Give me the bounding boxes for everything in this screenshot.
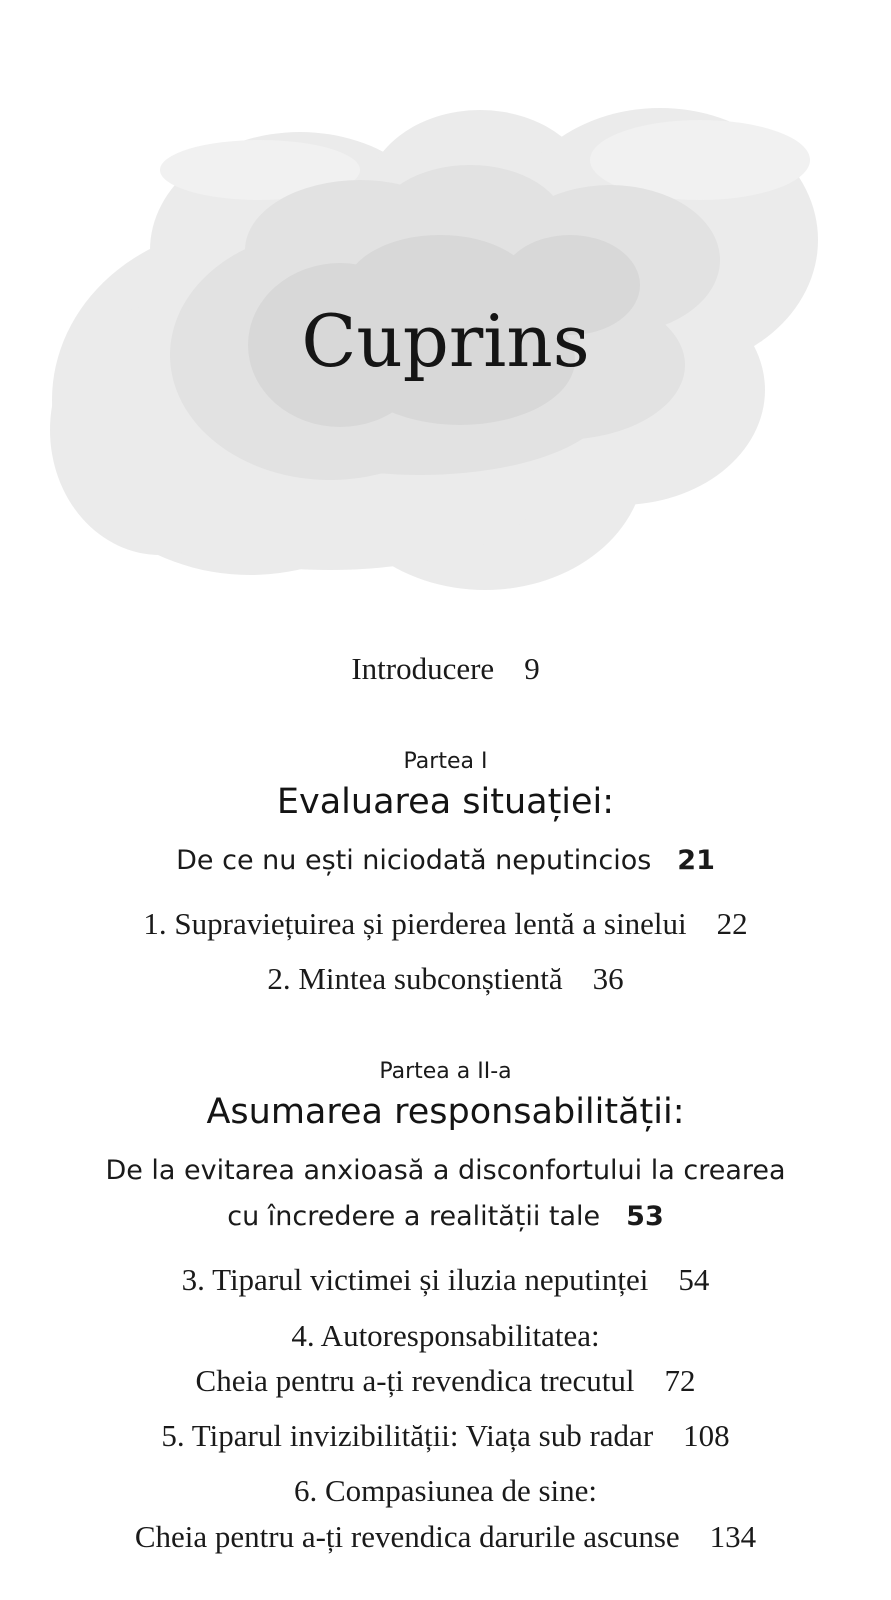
toc-entry-chapter-4[interactable] (0, 1361, 891, 1401)
toc-entry-title: 1. Supraviețuirea și pierderea lentă a sinelui (143, 906, 687, 941)
toc-entry-title: Cheia pentru a-ți revendica darurile ascunse (134, 1519, 680, 1554)
page-title: Cuprins (301, 299, 590, 383)
toc-entry-page: 72 (664, 1363, 696, 1398)
part2-subtitle-line2: cu încredere a realității tale (227, 1201, 601, 1232)
toc-entry-chapter-6-line1[interactable]: 6. Compasiunea de sine: (293, 1473, 598, 1508)
toc-entry-chapter-6[interactable] (0, 1517, 891, 1557)
toc-entry-title: 3. Tiparul victimei și iluzia neputinței (181, 1262, 649, 1297)
part2-label: Partea a II-a (379, 1059, 512, 1084)
part2-subtitle-line1: De la evitarea anxioasă a disconfortului la crearea (105, 1155, 786, 1186)
toc-entry-page: 36 (592, 961, 624, 996)
part1-label: Partea I (403, 749, 488, 774)
toc-entry-page: 9 (524, 651, 540, 686)
part2-subtitle-entry[interactable] (0, 1199, 891, 1235)
toc-entry-title: Introducere (351, 651, 495, 686)
toc-entry-page: 54 (678, 1262, 710, 1297)
toc-entry-page: 108 (683, 1418, 730, 1453)
toc-entry-page: 134 (709, 1519, 757, 1554)
toc-entry-intro[interactable] (0, 649, 891, 689)
part1-page: 21 (677, 845, 715, 876)
toc-entry-title: Cheia pentru a-ți revendica trecutul (195, 1363, 635, 1398)
part1-subtitle-entry[interactable] (0, 843, 891, 879)
part2-title: Asumarea responsabilității: (206, 1092, 685, 1132)
toc-entry-chapter-3[interactable] (0, 1260, 891, 1300)
part1-subtitle: De ce nu ești niciodată neputincios (176, 845, 652, 876)
toc-entry-title: 2. Mintea subconștientă (267, 961, 563, 996)
toc-entry-chapter-4-line1[interactable]: 4. Autoresponsabilitatea: (291, 1318, 600, 1353)
part2-page: 53 (626, 1201, 664, 1232)
toc-entry-page: 22 (716, 906, 748, 941)
toc-entry-chapter-2[interactable] (0, 959, 891, 999)
toc-entry-chapter-5[interactable] (0, 1416, 891, 1456)
toc-entry-chapter-1[interactable] (0, 904, 891, 944)
part1-title: Evaluarea situației: (276, 782, 615, 822)
toc-entry-title: 5. Tiparul invizibilității: Viața sub radar (161, 1418, 654, 1453)
